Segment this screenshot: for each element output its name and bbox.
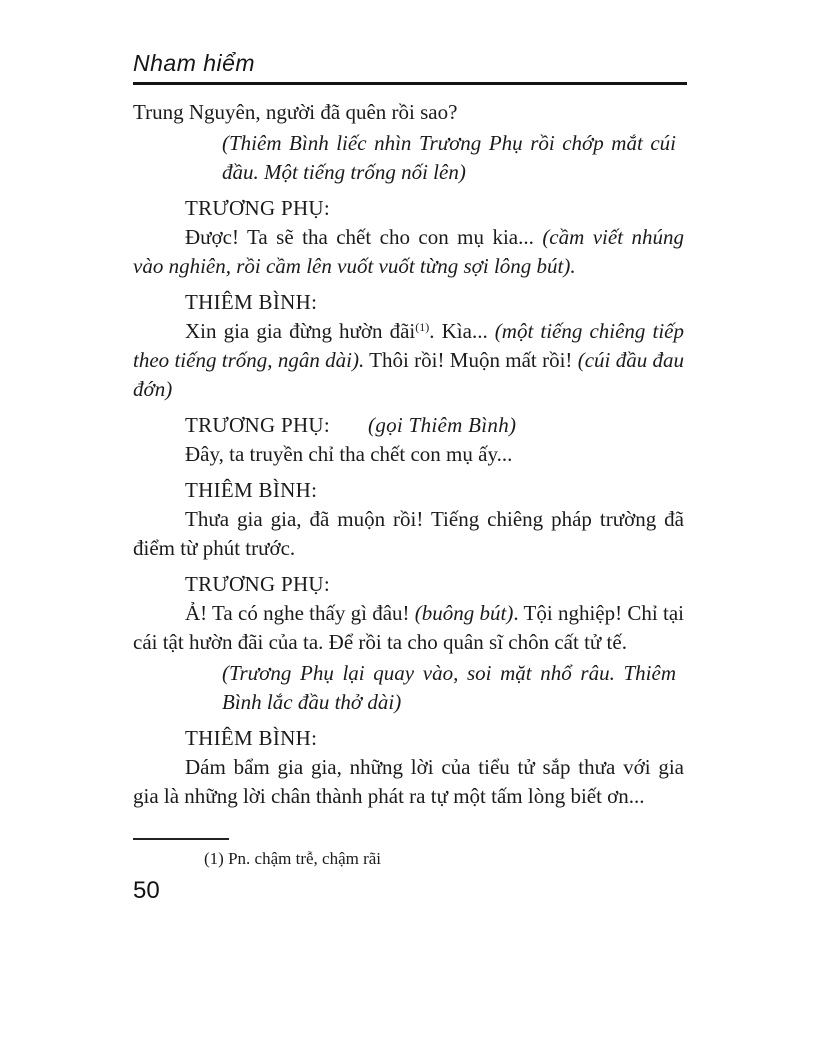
- stage-note-text: (cầm viết nhúng vào nghiên, rồi cầm lên vuốt vuốt từng sợi lông bút).: [133, 225, 684, 278]
- dialogue-paragraph: [133, 599, 684, 657]
- dialogue-line: [133, 98, 684, 127]
- dialogue-text: Xin gia gia đừng hườn đãi: [185, 319, 416, 343]
- speaker-line: [133, 411, 684, 440]
- stage-note-text: (cúi đầu đau đớn): [133, 348, 685, 401]
- dialogue-text: . Kìa...: [429, 319, 495, 343]
- footnote-rule: [133, 838, 229, 840]
- page-body: [133, 98, 684, 811]
- dialogue-text: Được! Ta sẽ tha chết cho con mụ kia...: [185, 225, 543, 249]
- dialogue-text: Thưa gia gia, đã muộn rồi! Tiếng chiêng pháp trường đã điểm từ phút trước.: [133, 507, 684, 560]
- speaker-line: [133, 288, 684, 317]
- dialogue-paragraph: [133, 317, 684, 404]
- stage-direction: [222, 129, 676, 187]
- speaker-line: [133, 570, 684, 599]
- dialogue-text: TRƯƠNG PHỤ:: [185, 196, 331, 220]
- dialogue-paragraph: [133, 223, 684, 281]
- dialogue-text: THIÊM BÌNH:: [185, 726, 318, 750]
- page-number: 50: [133, 877, 160, 904]
- dialogue-text: THIÊM BÌNH:: [185, 290, 318, 314]
- speaker-line: [133, 194, 684, 223]
- dialogue-text: Thôi rồi! Muộn mất rồi!: [364, 348, 578, 372]
- stage-note-text: (một tiếng chiêng tiếp theo tiếng trống, ngân dài).: [133, 319, 684, 372]
- dialogue-paragraph: [133, 753, 684, 811]
- stage-note-text: (Thiêm Bình liếc nhìn Trương Phụ rồi chớp mắt cúi đầu. Một tiếng trống nối lên): [222, 131, 676, 184]
- dialogue-text: Đây, ta truyền chỉ tha chết con mụ ấy...: [185, 442, 513, 466]
- page-footer: [133, 838, 684, 905]
- dialogue-text: . Tội nghiệp! Chỉ tại cái tật hườn đãi của ta. Để rồi ta cho quân sĩ chôn cất tử tế.: [133, 601, 684, 654]
- speaker-line: [133, 724, 684, 753]
- stage-note-text: (gọi Thiêm Bình): [368, 413, 517, 437]
- speaker-line: [133, 476, 684, 505]
- dialogue-text: TRƯƠNG PHỤ:: [185, 572, 331, 596]
- running-title: Nham hiểm: [133, 50, 256, 76]
- footnote-marker: (1): [415, 320, 430, 334]
- page-header: [133, 50, 687, 85]
- stage-note-text: (Trương Phụ lại quay vào, soi mặt nhổ râu. Thiêm Bình lắc đầu thở dài): [222, 661, 676, 714]
- dialogue-paragraph: [133, 440, 684, 469]
- dialogue-text: Dám bẩm gia gia, những lời của tiểu tử sắp thưa với gia gia là những lời chân thành phát ra tự một tấm lòng biết ơn...: [133, 755, 684, 808]
- dialogue-text: THIÊM BÌNH:: [185, 478, 318, 502]
- dialogue-text: Ả! Ta có nghe thấy gì đâu!: [185, 601, 415, 625]
- dialogue-text: TRƯƠNG PHỤ:: [185, 413, 331, 437]
- dialogue-paragraph: [133, 505, 684, 563]
- stage-direction: [222, 659, 676, 717]
- footnote-text: (1) Pn. chậm trễ, chậm rãi: [204, 849, 382, 868]
- dialogue-text: Trung Nguyên, người đã quên rồi sao?: [133, 100, 458, 124]
- stage-note-text: (buông bút): [414, 601, 514, 625]
